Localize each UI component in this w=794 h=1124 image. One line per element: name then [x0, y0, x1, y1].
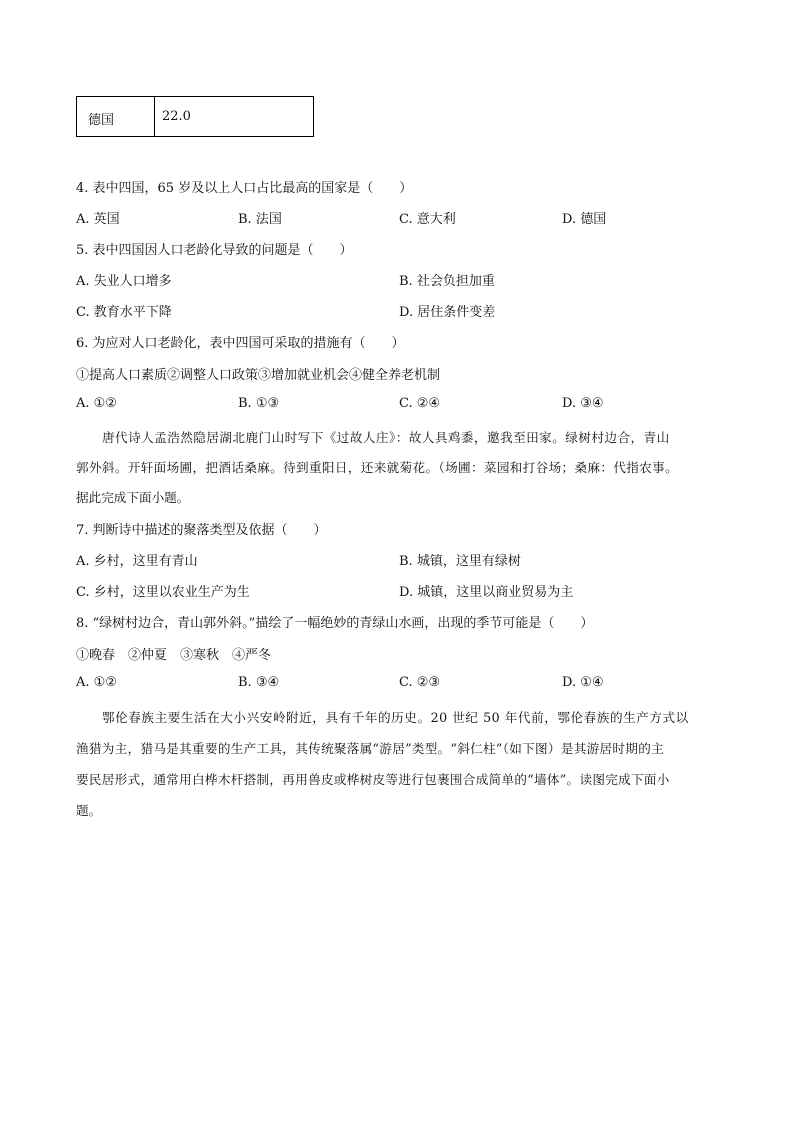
passage-oroqen-line-2: 渔猎为主，猎马是其重要的生产工具，其传统聚落属“游居”类型。“斜仁柱”（如下图）是其游居时期的主 [76, 741, 664, 756]
passage-poem-line-1: 唐代诗人孟浩然隐居湖北鹿门山时写下《过故人庄》：故人具鸡黍，邀我至田家。绿树村边合，青山 [102, 430, 670, 445]
q8-option-d[interactable]: D. ①④ [562, 675, 604, 690]
q6-items: ①提高人口素质②调整人口政策③增加就业机会④健全养老机制 [76, 368, 441, 383]
q4-stem: 4. 表中四国，65 岁及以上人口占比最高的国家是（ ） [76, 181, 413, 196]
passage-oroqen-line-1: 鄂伦春族主要生活在大小兴安岭附近，具有千年的历史。20 世纪 50 年代前，鄂伦春族的生产方式以 [102, 710, 689, 725]
table-cell-country [77, 97, 155, 136]
q4-option-c[interactable]: C. 意大利 [399, 212, 456, 227]
q5-option-d[interactable]: D. 居住条件变差 [399, 305, 496, 320]
q5-option-a[interactable]: A. 失业人口增多 [76, 274, 172, 289]
q8-option-a[interactable]: A. ①② [76, 675, 117, 690]
q6-option-a[interactable]: A. ①② [76, 396, 117, 411]
passage-oroqen-line-4: 题。 [76, 803, 102, 818]
passage-oroqen-line-3: 要民居形式，通常用白桦木杆搭制，再用兽皮或桦树皮等进行包裹围合成简单的“墙体”。读图完成下面小 [76, 772, 670, 787]
q7-option-d[interactable]: D. 城镇，这里以商业贸易为主 [399, 585, 574, 600]
q7-stem: 7. 判断诗中描述的聚落类型及依据（ ） [76, 523, 327, 538]
q8-option-c[interactable]: C. ②③ [399, 675, 441, 690]
q5-stem: 5. 表中四国因人口老龄化导致的问题是（ ） [76, 243, 353, 258]
q8-option-b[interactable]: B. ③④ [238, 675, 280, 690]
q4-option-b[interactable]: B. 法国 [238, 212, 282, 227]
q7-option-c[interactable]: C. 乡村，这里以农业生产为生 [76, 585, 250, 600]
q6-option-c[interactable]: C. ②④ [399, 396, 441, 411]
value-label: 22.0 [162, 109, 191, 124]
q7-option-a[interactable]: A. 乡村，这里有青山 [76, 554, 198, 569]
country-label: 德国 [88, 113, 115, 128]
q5-option-b[interactable]: B. 社会负担加重 [399, 274, 495, 289]
population-table [76, 96, 314, 137]
q5-option-c[interactable]: C. 教育水平下降 [76, 305, 172, 320]
q6-option-b[interactable]: B. ①③ [238, 396, 280, 411]
q7-option-b[interactable]: B. 城镇，这里有绿树 [399, 554, 521, 569]
passage-poem-line-2: 郭外斜。开轩面场圃，把酒话桑麻。待到重阳日，还来就菊花。（场圃：菜园和打谷场；桑麻：代指农事。 [76, 460, 679, 475]
passage-poem-line-3: 据此完成下面小题。 [76, 490, 190, 505]
q4-option-a[interactable]: A. 英国 [76, 212, 120, 227]
q8-stem: 8. “绿树村边合，青山郭外斜。”描绘了一幅绝妙的青绿山水画，出现的季节可能是（ ） [76, 616, 594, 631]
q6-option-d[interactable]: D. ③④ [562, 396, 604, 411]
q8-items: ①晚春 ②仲夏 ③寒秋 ④严冬 [76, 648, 272, 663]
q6-stem: 6. 为应对人口老龄化，表中四国可采取的措施有（ ） [76, 336, 405, 351]
q4-option-d[interactable]: D. 德国 [562, 212, 607, 227]
